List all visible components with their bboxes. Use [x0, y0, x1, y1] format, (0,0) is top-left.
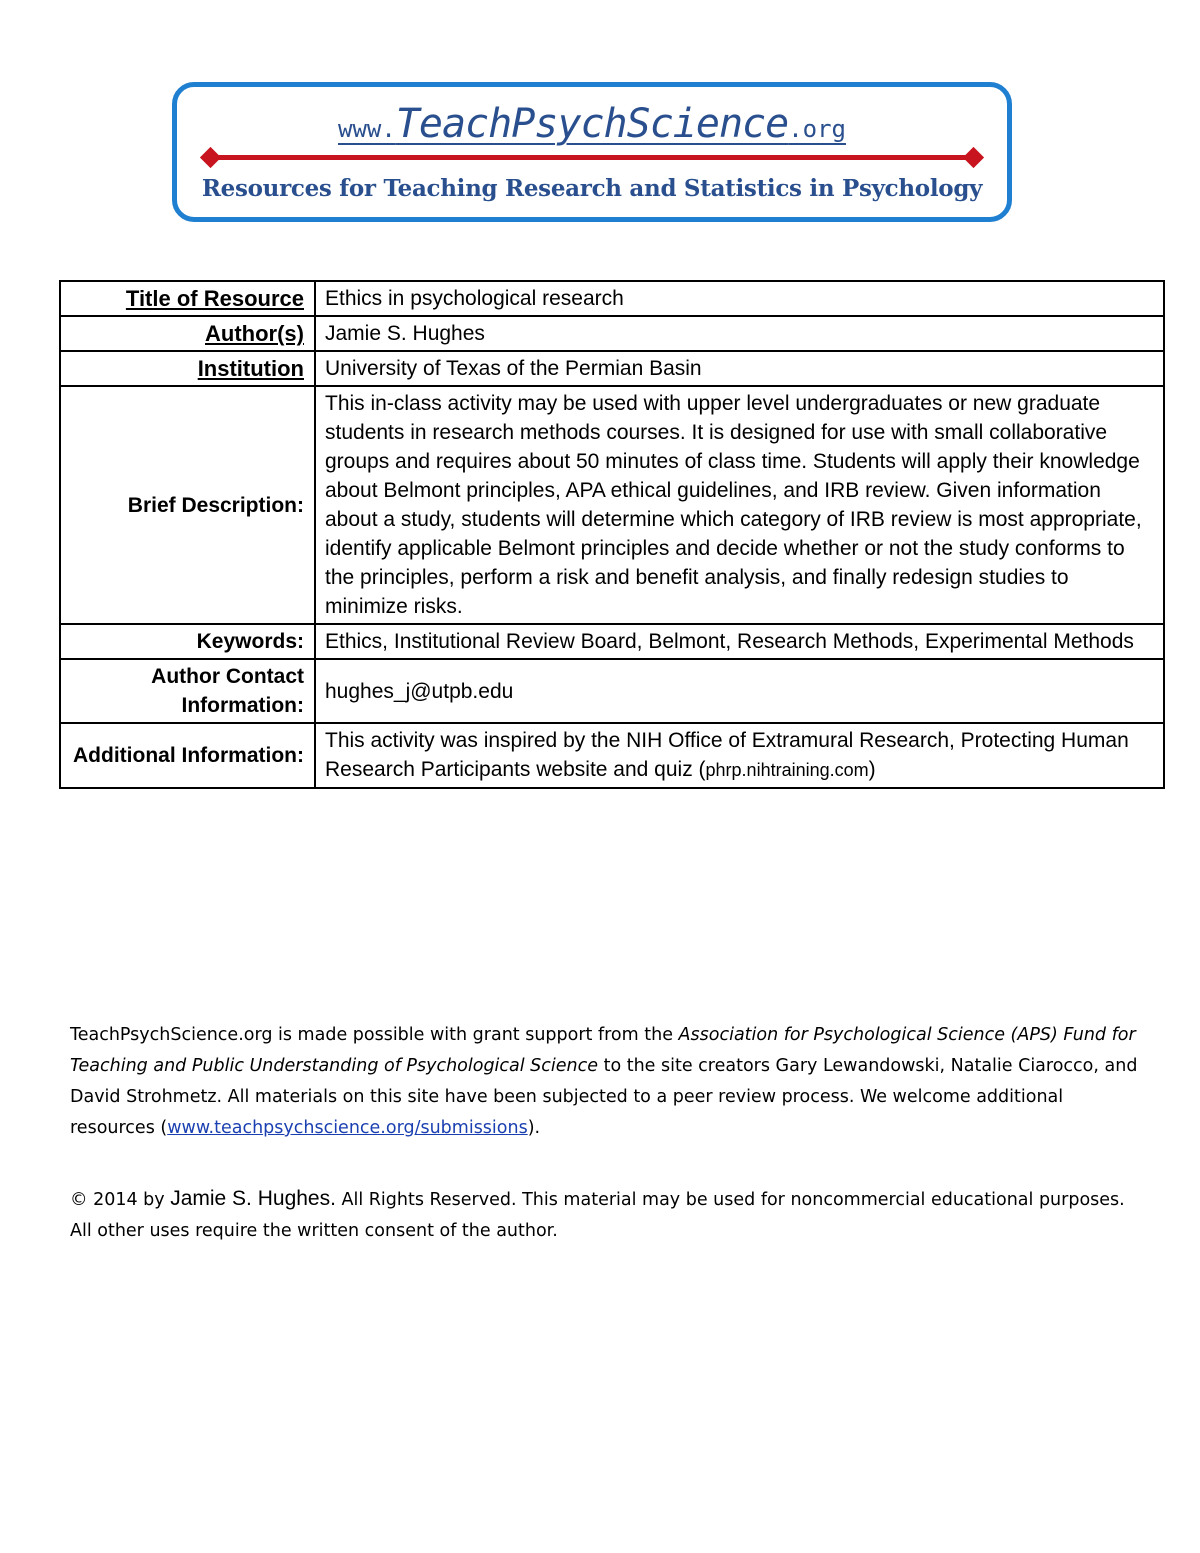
authors-value: Jamie S. Hughes — [315, 316, 1164, 351]
site-banner — [172, 82, 1012, 222]
description-label: Brief Description: — [60, 386, 315, 624]
support-text-2: to the site creators Gary Lewandowski, Natalie Ciarocco, and David Strohmetz. All materials on this site have been subjected to a peer review process. We welcome additional resources ( — [70, 1056, 1138, 1138]
table-row — [60, 723, 1164, 788]
institution-label: Institution — [60, 351, 315, 386]
diamond-left-icon — [200, 147, 221, 168]
site-suffix: .org — [788, 115, 846, 143]
site-name: TeachPsychScience — [395, 101, 789, 147]
title-label: Title of Resource — [60, 281, 315, 316]
banner-tagline: Resources for Teaching Research and Statistics in Psychology — [201, 175, 983, 202]
table-row — [60, 659, 1164, 723]
site-prefix: www. — [338, 115, 396, 143]
support-statement — [70, 1020, 1140, 1144]
diamond-right-icon — [963, 147, 984, 168]
description-value: This in-class activity may be used with upper level undergraduates or new graduate students in research methods courses. It is designed for use with small collaborative groups and requires about 50 minutes of class time. Students will apply their knowledge about Belmont principles, APA ethical guidelines, and IRB review. Given information about a study, students will determine which category of IRB review is most appropriate, identify applicable Belmont principles and decide whether or not the study conforms to the principles, perform a risk and benefit analysis, and finally redesign studies to minimize risks. — [315, 386, 1164, 624]
footer — [70, 1020, 1140, 1247]
keywords-label: Keywords: — [60, 624, 315, 659]
divider-bar — [213, 155, 971, 160]
contact-label: Author Contact Information: — [60, 659, 315, 723]
copyright-author: Jamie S. Hughes. — [170, 1187, 336, 1210]
additional-label: Additional Information: — [60, 723, 315, 788]
table-row — [60, 351, 1164, 386]
support-text-1: TeachPsychScience.org is made possible with grant support from the — [70, 1025, 679, 1045]
submissions-link[interactable]: www.teachpsychscience.org/submissions — [167, 1118, 528, 1138]
additional-text: This activity was inspired by the NIH Office of Extramural Research, Protecting Human Research Participants website and quiz ( — [325, 729, 1129, 781]
copyright-rest: All Rights Reserved. This material may be used for noncommercial educational purposes. All other uses require the written consent of the author. — [70, 1190, 1125, 1241]
institution-value: University of Texas of the Permian Basin — [315, 351, 1164, 386]
title-value: Ethics in psychological research — [315, 281, 1164, 316]
contact-email[interactable]: hughes_j@utpb.edu — [315, 659, 1164, 723]
table-row — [60, 316, 1164, 351]
copyright-statement — [70, 1183, 1140, 1247]
banner-divider — [201, 150, 983, 166]
additional-value — [315, 723, 1164, 788]
aps-fund-name: Association for Psychological Science (APS) Fund for Teaching and Public Understanding of Psychological Science — [70, 1025, 1136, 1076]
copyright-prefix: © 2014 by — [70, 1190, 171, 1210]
table-row — [60, 624, 1164, 659]
additional-close: ) — [868, 758, 876, 781]
nih-training-link[interactable]: phrp.nihtraining.com — [705, 760, 869, 780]
authors-label: Author(s) — [60, 316, 315, 351]
site-url[interactable] — [177, 101, 1007, 147]
resource-info-table — [59, 280, 1165, 789]
support-close: ). — [527, 1118, 541, 1138]
keywords-value: Ethics, Institutional Review Board, Belmont, Research Methods, Experimental Methods — [315, 624, 1164, 659]
table-row — [60, 386, 1164, 624]
table-row — [60, 281, 1164, 316]
